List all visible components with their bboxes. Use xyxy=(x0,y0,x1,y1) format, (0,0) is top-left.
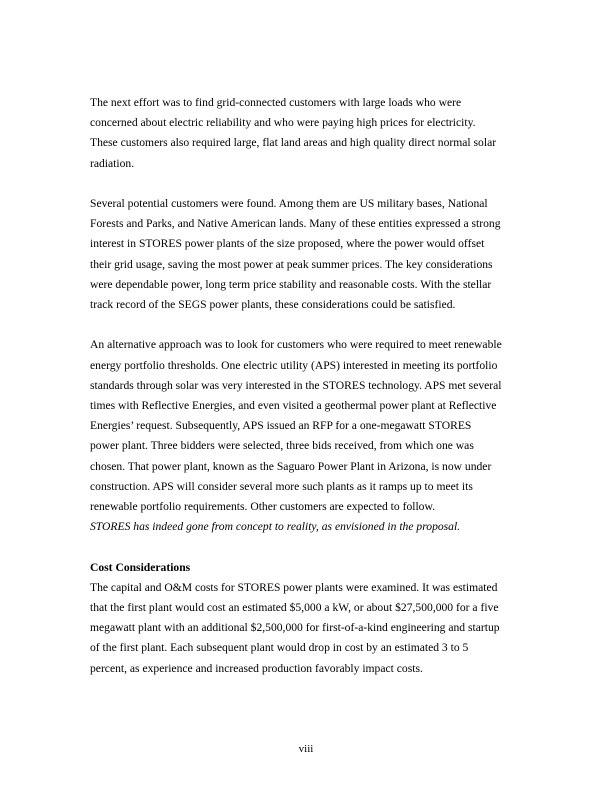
text-line: radiation. xyxy=(90,156,135,170)
text-line: construction. APS will consider several more such plants as it ramps up to meet its xyxy=(90,479,473,493)
text-line: An alternative approach was to look for customers who were required to meet renewable xyxy=(90,338,502,352)
text-line: of the first plant. Each subsequent plant would drop in cost by an estimated 3 to 5 xyxy=(90,641,469,655)
text-line: chosen. That power plant, known as the Saguaro Power Plant in Arizona, is now under xyxy=(90,459,492,473)
paragraph-alternative-approach xyxy=(90,335,530,537)
text-line: Energies’ request. Subsequently, APS issued an RFP for a one-megawatt STORES xyxy=(90,419,472,433)
page-number: viii xyxy=(298,743,314,755)
text-line: The capital and O&M costs for STORES power plants were examined. It was estimated xyxy=(90,580,498,594)
text-line: renewable portfolio requirements. Other customers are expected to follow. xyxy=(90,500,435,514)
text-line: their grid usage, saving the most power at peak summer prices. The key considerations xyxy=(90,257,493,271)
text-line: standards through solar was very interested in the STORES technology. APS met several xyxy=(90,378,502,392)
text-line: that the first plant would cost an estimated $5,000 a kW, or about $27,500,000 for a five xyxy=(90,601,499,615)
body-text xyxy=(90,93,530,699)
text-line: power plant. Three bidders were selected, three bids received, from which one was xyxy=(90,439,474,453)
text-line: megawatt plant with an additional $2,500,000 for first-of-a-kind engineering and startup xyxy=(90,621,500,635)
text-line: These customers also required large, flat land areas and high quality direct normal solar xyxy=(90,136,497,150)
paragraph-potential-customers xyxy=(90,194,530,315)
text-line: track record of the SEGS power plants, these considerations could be satisfied. xyxy=(90,298,456,312)
text-line: were dependable power, long term price stability and reasonable costs. With the stellar xyxy=(90,277,492,291)
text-line: energy portfolio thresholds. One electric utility (APS) interested in meeting its portfolio xyxy=(90,358,498,372)
text-line: The next effort was to find grid-connected customers with large loads who were xyxy=(90,96,462,109)
text-line: Several potential customers were found. Among them are US military bases, National xyxy=(90,197,488,210)
text-line: percent, as experience and increased production favorably impact costs. xyxy=(90,661,423,675)
paragraph-grid-customers xyxy=(90,93,530,174)
cost-considerations-section xyxy=(90,558,530,679)
section-heading: Cost Considerations xyxy=(90,560,191,574)
text-line: concerned about electric reliability and who were paying high prices for electricity. xyxy=(90,116,476,130)
text-line: interest in STORES power plants of the size proposed, where the power would offset xyxy=(90,237,485,251)
italic-conclusion: STORES has indeed gone from concept to reality, as envisioned in the proposal. xyxy=(90,520,461,534)
text-line: Forests and Parks, and Native American lands. Many of these entities expressed a strong xyxy=(90,217,501,231)
text-line: times with Reflective Energies, and even visited a geothermal power plant at Reflective xyxy=(90,399,497,413)
